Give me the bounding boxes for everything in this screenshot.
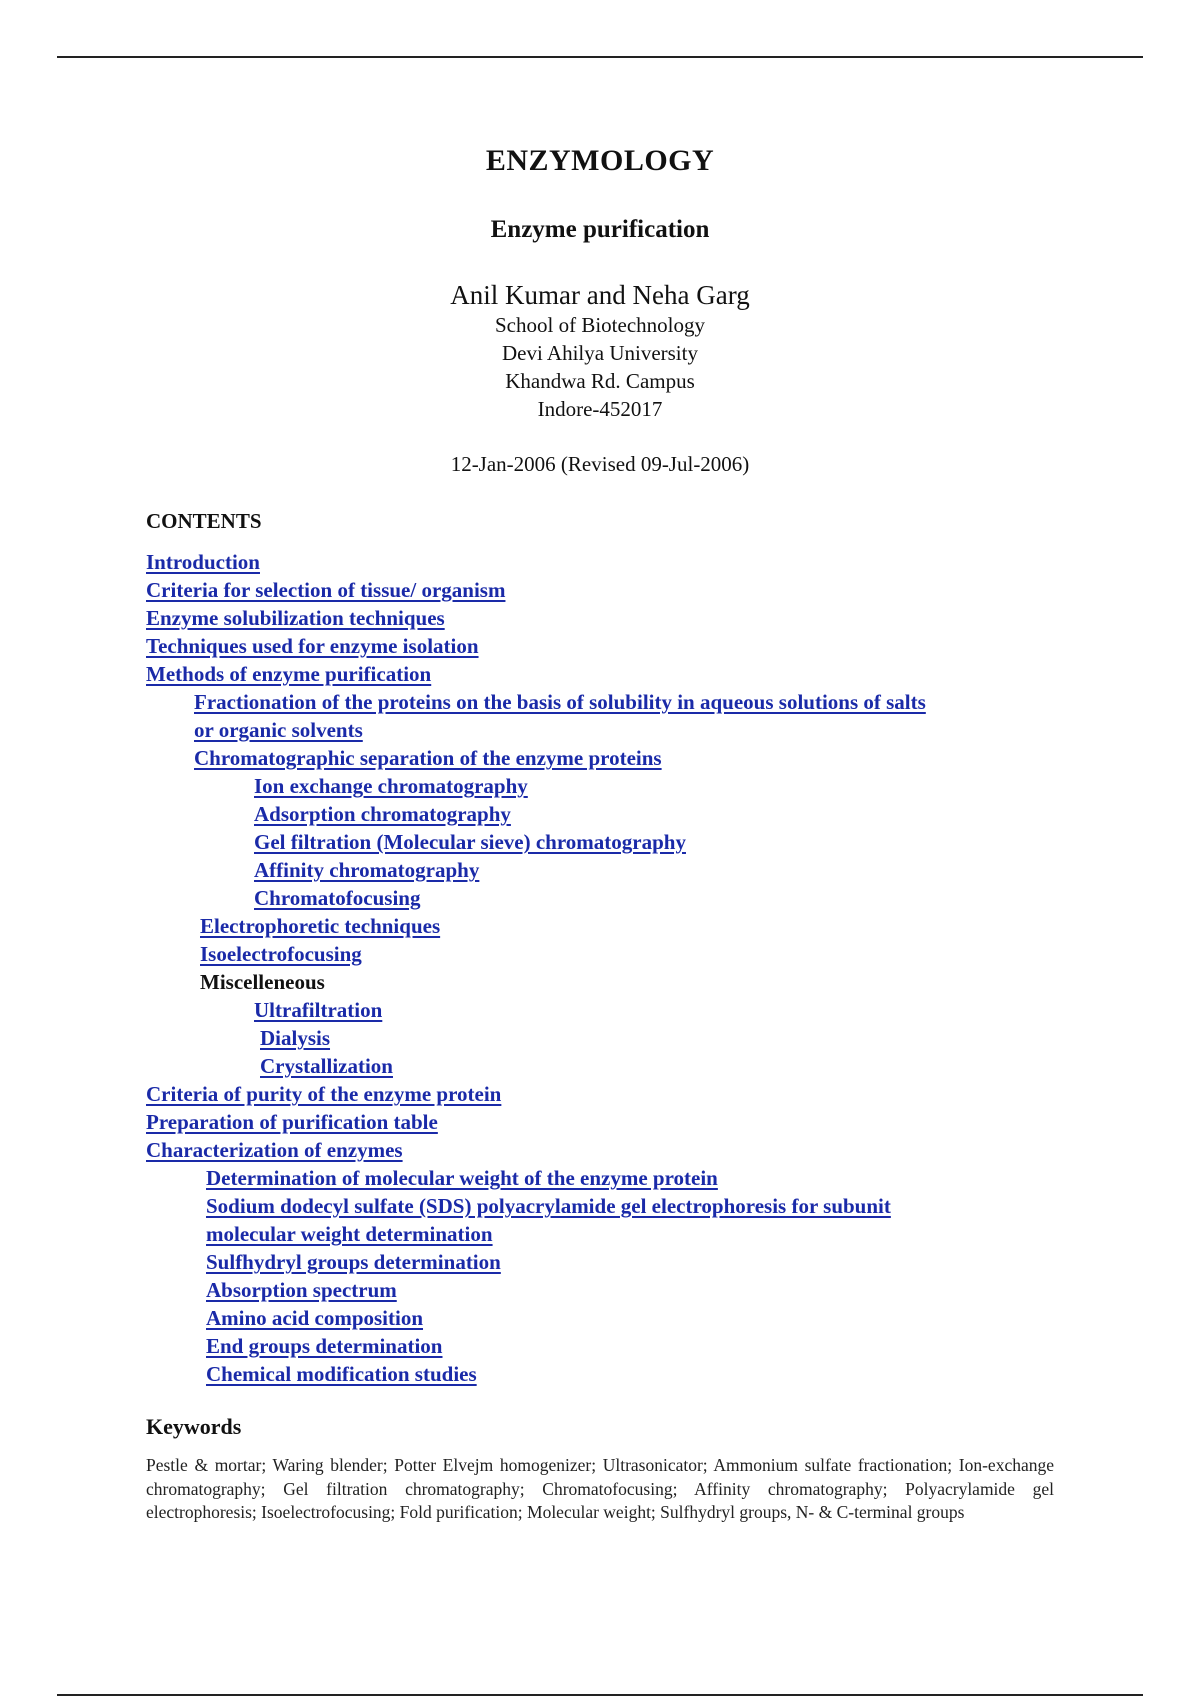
toc-item (146, 688, 1086, 716)
bottom-rule (57, 1694, 1143, 1696)
toc-item (146, 632, 1086, 660)
toc-link-chemical-modification[interactable]: Chemical modification studies (206, 1362, 477, 1386)
toc-item (146, 772, 1086, 800)
toc-link-amino-acid[interactable]: Amino acid composition (206, 1306, 424, 1330)
toc-link-crystallization[interactable]: Crystallization (260, 1054, 393, 1078)
toc-item (146, 1332, 1086, 1360)
toc-link-fractionation-cont[interactable]: or organic solvents (194, 718, 363, 742)
affiliation-line: School of Biotechnology (495, 313, 705, 337)
toc-label-miscellaneous: Miscelleneous (200, 970, 325, 994)
toc-link-fractionation[interactable]: Fractionation of the proteins on the basis of solubility in aqueous solutions of salts (194, 690, 926, 714)
toc-item (146, 660, 1086, 688)
affiliation-line: Indore-452017 (537, 397, 663, 421)
toc-link-criteria-selection[interactable]: Criteria for selection of tissue/ organism (146, 578, 506, 602)
toc-item (146, 1052, 1086, 1080)
keywords-text: Pestle & mortar; Waring blender; Potter Elvejm homogenizer; Ultrasonicator; Ammonium sulfate fractionation; Ion-exchange chromatography; Gel filtration chromatography; Chromatofocusing; Affinity chromatography; Polyacrylamide gel electrophoresis; Isoelectrofocusing; Fold purification; Molecular weight; Sulfhydryl groups, N- & C-terminal groups (146, 1455, 1054, 1522)
table-of-contents (146, 548, 1086, 1388)
toc-link-gel-filtration[interactable]: Gel filtration (Molecular sieve) chromatography (254, 830, 686, 854)
toc-item (146, 604, 1086, 632)
toc-item (146, 744, 1086, 772)
toc-link-isoelectrofocusing[interactable]: Isoelectrofocusing (200, 942, 362, 966)
toc-link-dialysis[interactable]: Dialysis (260, 1026, 331, 1050)
toc-link-purification-table[interactable]: Preparation of purification table (146, 1110, 438, 1134)
toc-item (146, 828, 1086, 856)
keywords-heading: Keywords (146, 1414, 242, 1439)
toc-link-solubilization[interactable]: Enzyme solubilization techniques (146, 606, 445, 630)
toc-item (146, 1080, 1086, 1108)
toc-link-isolation-techniques[interactable]: Techniques used for enzyme isolation (146, 634, 479, 658)
toc-item (146, 1248, 1086, 1276)
toc-link-sds-page[interactable]: Sodium dodecyl sulfate (SDS) polyacrylamide gel electrophoresis for subunit (206, 1194, 891, 1218)
toc-link-chromatographic-separation[interactable]: Chromatographic separation of the enzyme proteins (194, 746, 662, 770)
toc-link-characterization[interactable]: Characterization of enzymes (146, 1138, 403, 1162)
toc-link-purification-methods[interactable]: Methods of enzyme purification (146, 662, 432, 686)
toc-item (146, 1360, 1086, 1388)
toc-item (146, 968, 1086, 996)
toc-link-end-groups[interactable]: End groups determination (206, 1334, 443, 1358)
toc-item (146, 1192, 1086, 1220)
toc-item (146, 576, 1086, 604)
toc-item (146, 1024, 1086, 1052)
toc-link-chromatofocusing[interactable]: Chromatofocusing (254, 886, 421, 910)
toc-link-sds-page-cont[interactable]: molecular weight determination (206, 1222, 493, 1246)
toc-item (146, 856, 1086, 884)
contents-heading: CONTENTS (146, 509, 262, 533)
affiliation-line: Khandwa Rd. Campus (505, 369, 695, 393)
toc-link-sulfhydryl[interactable]: Sulfhydryl groups determination (206, 1250, 501, 1274)
toc-item (146, 1164, 1086, 1192)
toc-item (146, 1108, 1086, 1136)
toc-item (146, 996, 1086, 1024)
toc-item (146, 1220, 1086, 1248)
toc-item (146, 548, 1086, 576)
authors: Anil Kumar and Neha Garg (450, 280, 750, 310)
toc-item (146, 716, 1086, 744)
toc-link-purity-criteria[interactable]: Criteria of purity of the enzyme protein (146, 1082, 502, 1106)
top-rule (57, 56, 1143, 58)
toc-link-introduction[interactable]: Introduction (146, 550, 260, 574)
toc-link-ultrafiltration[interactable]: Ultrafiltration (254, 998, 383, 1022)
toc-link-electrophoretic[interactable]: Electrophoretic techniques (200, 914, 441, 938)
document-title: ENZYMOLOGY (485, 144, 715, 177)
toc-item (146, 912, 1086, 940)
document-subtitle: Enzyme purification (490, 216, 710, 243)
toc-link-affinity[interactable]: Affinity chromatography (254, 858, 480, 882)
toc-link-molecular-weight[interactable]: Determination of molecular weight of the enzyme protein (206, 1166, 718, 1190)
affiliation (0, 311, 1200, 423)
toc-link-ion-exchange[interactable]: Ion exchange chromatography (254, 774, 528, 798)
toc-link-absorption-spectrum[interactable]: Absorption spectrum (206, 1278, 397, 1302)
toc-item (146, 884, 1086, 912)
toc-item (146, 940, 1086, 968)
toc-item (146, 1136, 1086, 1164)
affiliation-line: Devi Ahilya University (502, 341, 698, 365)
toc-item (146, 1276, 1086, 1304)
toc-item (146, 800, 1086, 828)
toc-link-adsorption[interactable]: Adsorption chromatography (254, 802, 511, 826)
toc-item (146, 1304, 1086, 1332)
document-date: 12-Jan-2006 (Revised 09-Jul-2006) (450, 452, 750, 476)
